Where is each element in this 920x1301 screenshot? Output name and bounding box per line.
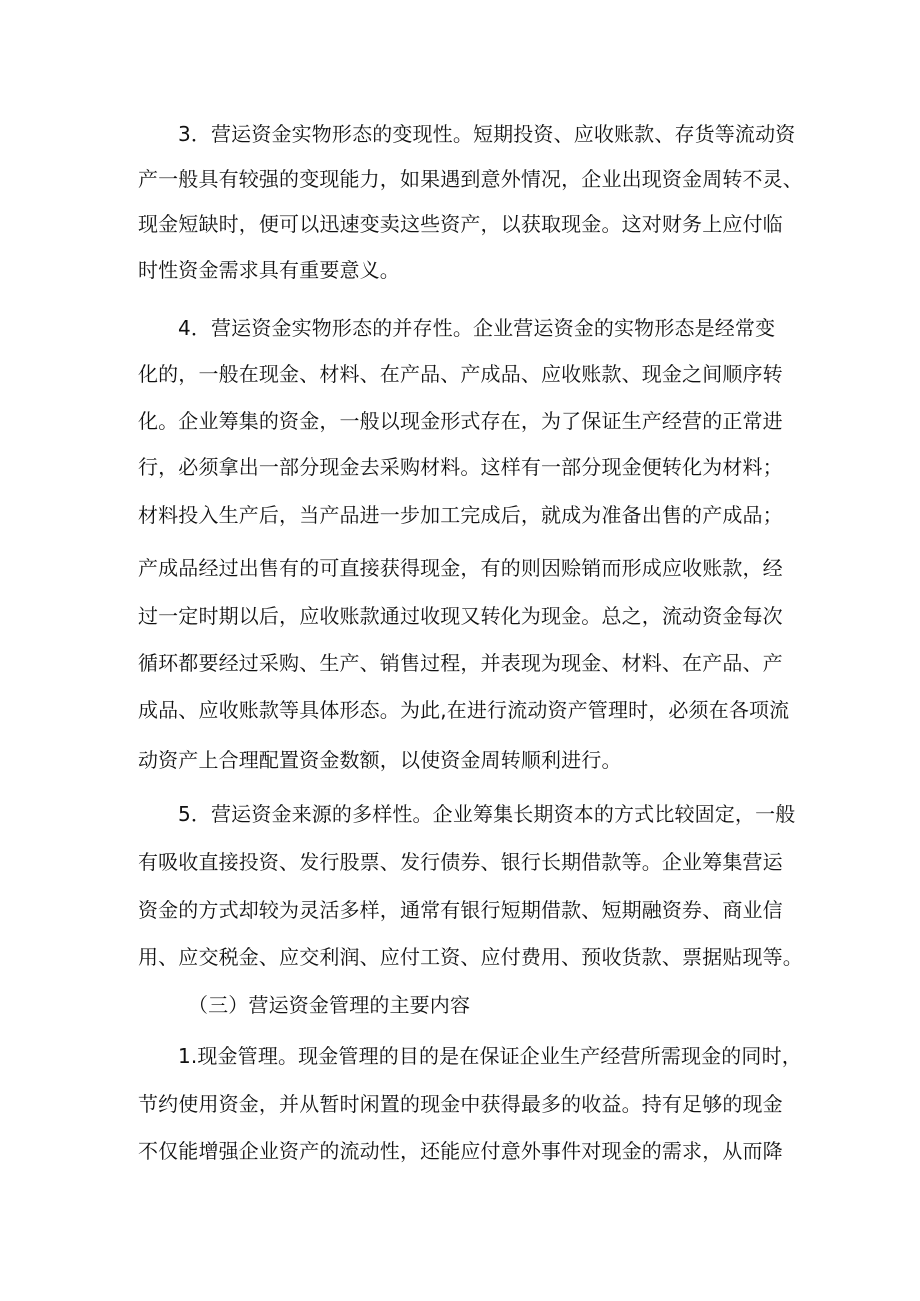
paragraph-3-line-4: 时性资金需求具有重要意义。 bbox=[138, 258, 400, 282]
paragraph-4-line-5: 材料投入生产后，当产品进一步加工完成后，就成为准备出售的产成品； bbox=[138, 503, 783, 527]
paragraph-3-line-2: 产一般具有较强的变现能力，如果遇到意外情况，企业出现资金周转不灵、 bbox=[138, 167, 803, 191]
paragraph-4-line-6: 产成品经过出售有的可直接获得现金，有的则因赊销而形成应收账款，经 bbox=[138, 556, 783, 580]
paragraph-3-line-3: 现金短缺时，便可以迅速变卖这些资产，以获取现金。这对财务上应付临 bbox=[138, 212, 783, 236]
paragraph-4-line-3: 化。企业筹集的资金，一般以现金形式存在，为了保证生产经营的正常进 bbox=[138, 409, 783, 433]
paragraph-5-line-1: 5．营运资金来源的多样性。企业筹集长期资本的方式比较固定，一般 bbox=[178, 802, 796, 826]
paragraph-4-line-8: 循环都要经过采购、生产、销售过程，并表现为现金、材料、在产品、产 bbox=[138, 651, 783, 675]
paragraph-5-line-3: 资金的方式却较为灵活多样，通常有银行短期借款、短期融资券、商业信 bbox=[138, 898, 783, 922]
paragraph-cash-line-1: 1.现金管理。现金管理的目的是在保证企业生产经营所需现金的同时， bbox=[178, 1044, 802, 1068]
paragraph-cash-line-3: 不仅能增强企业资产的流动性，还能应付意外事件对现金的需求，从而降 bbox=[138, 1139, 783, 1163]
paragraph-3-line-1: 3．营运资金实物形态的变现性。短期投资、应收账款、存货等流动资 bbox=[178, 122, 796, 146]
paragraph-4-line-10: 动资产上合理配置资金数额，以使资金周转顺利进行。 bbox=[138, 748, 622, 772]
paragraph-4-line-9: 成品、应收账款等具体形态。为此,在进行流动资产管理时，必须在各项流 bbox=[138, 698, 790, 722]
paragraph-4-line-7: 过一定时期以后，应收账款通过收现又转化为现金。总之，流动资金每次 bbox=[138, 604, 783, 628]
paragraph-5-line-2: 有吸收直接投资、发行股票、发行债券、银行长期借款等。企业筹集营运 bbox=[138, 850, 783, 874]
section-heading: （三）营运资金管理的主要内容 bbox=[188, 993, 471, 1017]
paragraph-4-line-2: 化的，一般在现金、材料、在产品、产成品、应收账款、现金之间顺序转 bbox=[138, 362, 783, 386]
paragraph-5-line-4: 用、应交税金、应交利润、应付工资、应付费用、预收货款、票据贴现等。 bbox=[138, 945, 803, 969]
paragraph-cash-line-2: 节约使用资金，并从暂时闲置的现金中获得最多的收益。持有足够的现金 bbox=[138, 1092, 783, 1116]
paragraph-4-line-1: 4．营运资金实物形态的并存性。企业营运资金的实物形态是经常变 bbox=[178, 316, 776, 340]
paragraph-4-line-4: 行，必须拿出一部分现金去采购材料。这样有一部分现金便转化为材料； bbox=[138, 455, 783, 479]
